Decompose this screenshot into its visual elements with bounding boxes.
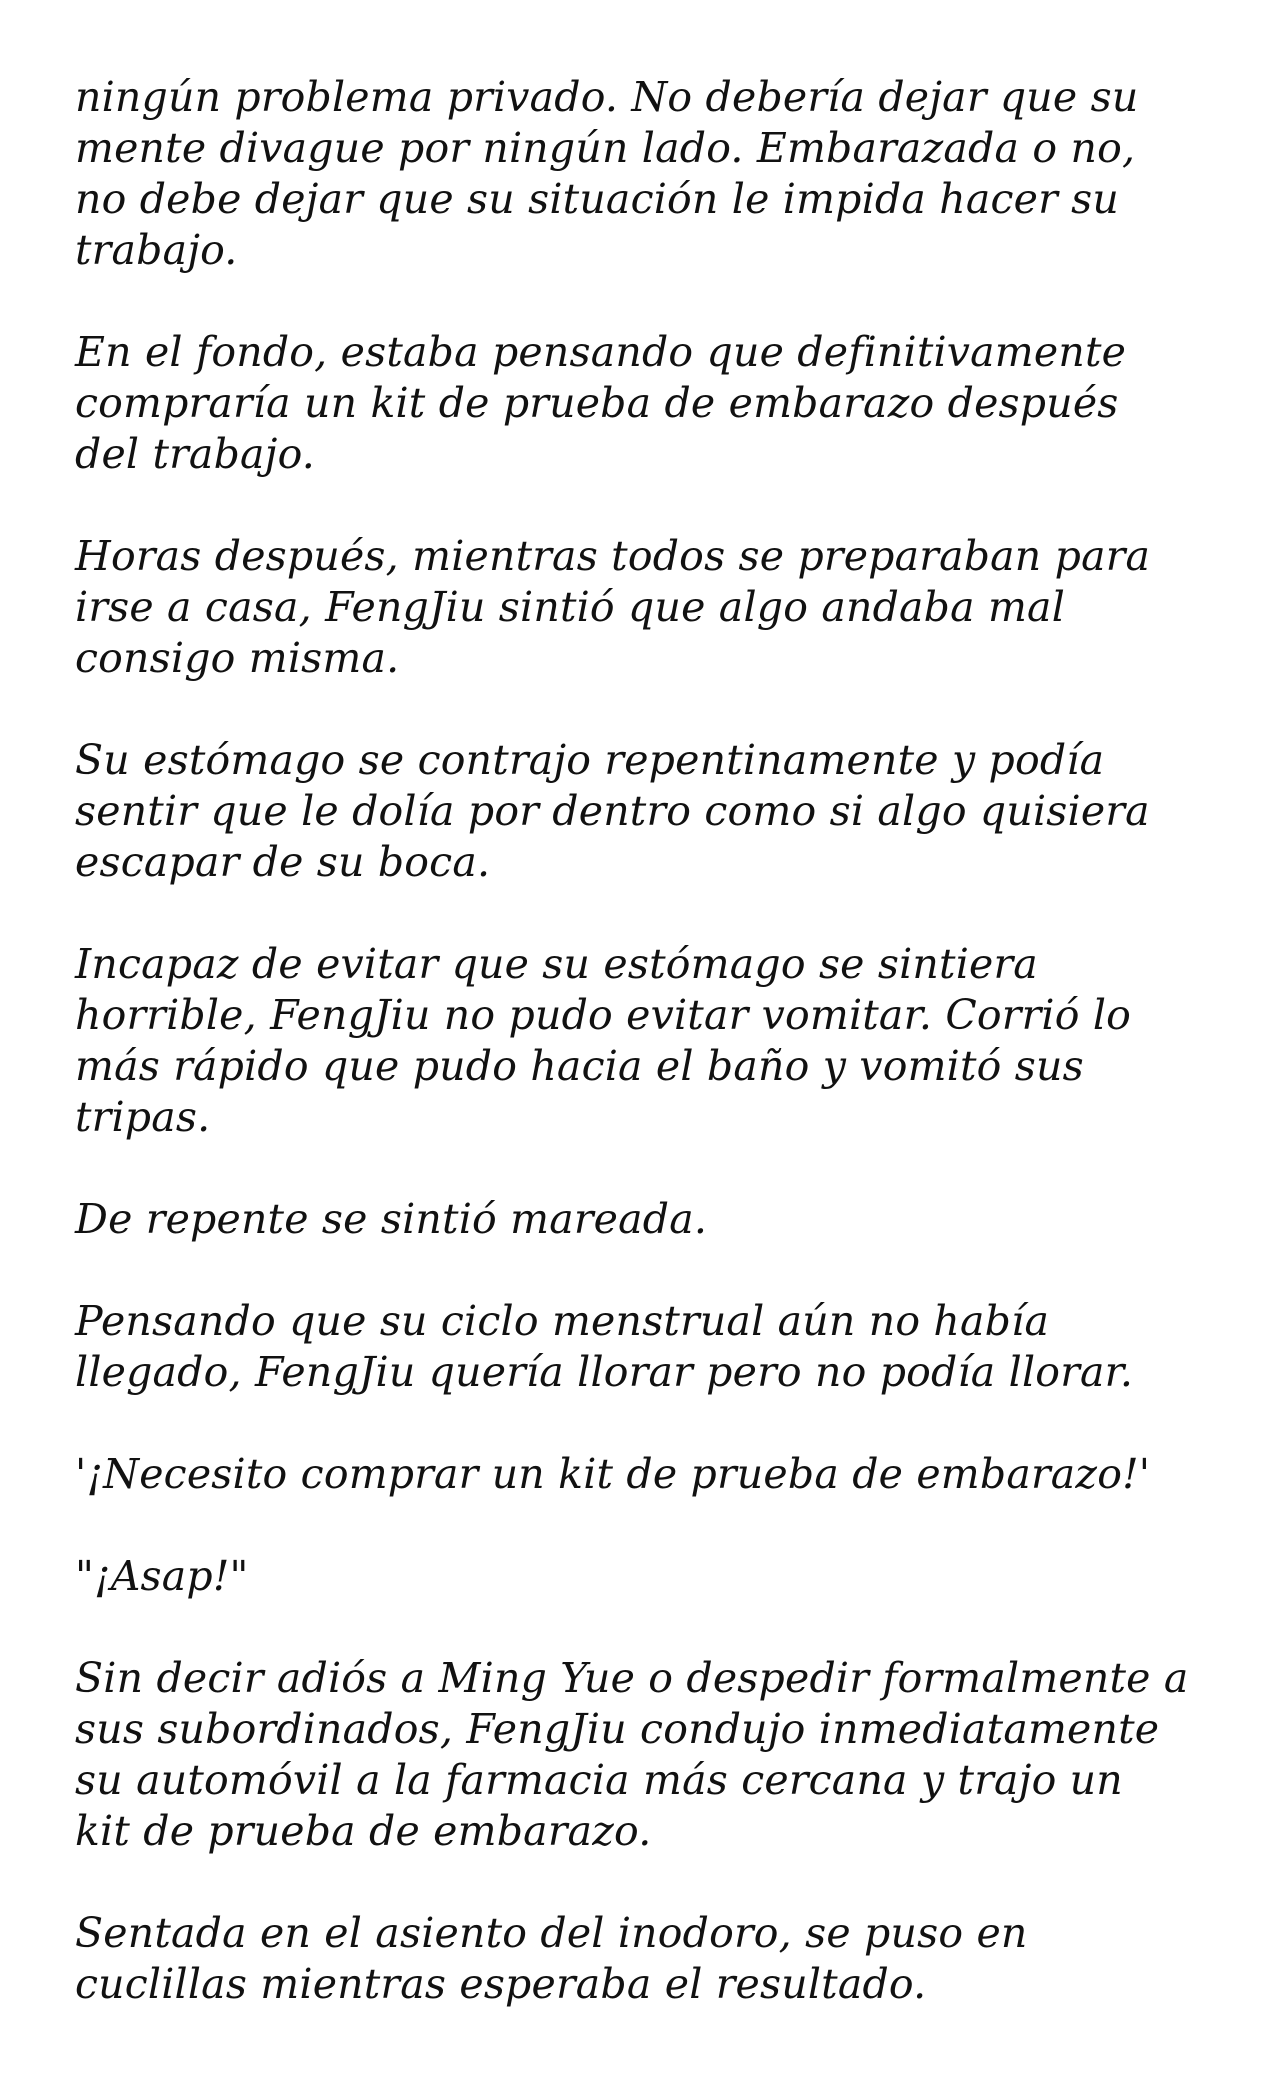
text-line: kit de prueba de embarazo. [75, 1807, 652, 1855]
text-line: no debe dejar que su situación le impida hacer su [75, 175, 1120, 223]
text-line: consigo misma. [75, 634, 400, 682]
text-line: sus subordinados, FengJiu condujo inmediatamente [75, 1705, 1160, 1753]
text-line: irse a casa, FengJiu sintió que algo andaba mal [75, 583, 1066, 631]
text-line: mente divague por ningún lado. Embarazada o no, [75, 124, 1136, 172]
paragraph-2 [75, 327, 1255, 480]
text-line: escapar de su boca. [75, 838, 491, 886]
text-line: cuclillas mientras esperaba el resultado. [75, 1960, 927, 2008]
text-line: compraría un kit de prueba de embarazo después [75, 379, 1119, 427]
text-line: tripas. [75, 1093, 211, 1141]
paragraph-6 [75, 1194, 1255, 1245]
paragraph-1 [75, 72, 1255, 276]
text-line: horrible, FengJiu no pudo evitar vomitar. Corrió lo [75, 991, 1132, 1039]
text-line: '¡Necesito comprar un kit de prueba de embarazo!' [75, 1450, 1151, 1498]
text-line: En el fondo, estaba pensando que definitivamente [75, 328, 1127, 376]
text-line: Pensando que su ciclo menstrual aún no había [75, 1297, 1050, 1345]
paragraph-8 [75, 1449, 1255, 1500]
text-line: su automóvil a la farmacia más cercana y trajo un [75, 1756, 1123, 1804]
text-line: Su estómago se contrajo repentinamente y podía [75, 736, 1105, 784]
text-line: Sentada en el asiento del inodoro, se puso en [75, 1909, 1028, 1957]
paragraph-4 [75, 735, 1255, 888]
paragraph-7 [75, 1296, 1255, 1398]
text-line: ningún problema privado. No debería dejar que su [75, 73, 1139, 121]
paragraph-5 [75, 939, 1255, 1143]
text-line: Horas después, mientras todos se preparaban para [75, 532, 1151, 580]
text-line: Sin decir adiós a Ming Yue o despedir formalmente a [75, 1654, 1189, 1702]
paragraph-3 [75, 531, 1255, 684]
text-line: del trabajo. [75, 430, 315, 478]
text-line: llegado, FengJiu quería llorar pero no podía llorar. [75, 1348, 1134, 1396]
paragraph-10 [75, 1653, 1255, 1857]
text-line: más rápido que pudo hacia el baño y vomitó sus [75, 1042, 1084, 1090]
paragraph-11 [75, 1908, 1255, 2010]
text-line: sentir que le dolía por dentro como si algo quisiera [75, 787, 1150, 835]
story-text [75, 72, 1255, 2010]
text-line: trabajo. [75, 226, 238, 274]
text-line: "¡Asap!" [75, 1552, 249, 1600]
text-line: Incapaz de evitar que su estómago se sintiera [75, 940, 1038, 988]
text-line: De repente se sintió mareada. [75, 1195, 708, 1243]
paragraph-9 [75, 1551, 1255, 1602]
